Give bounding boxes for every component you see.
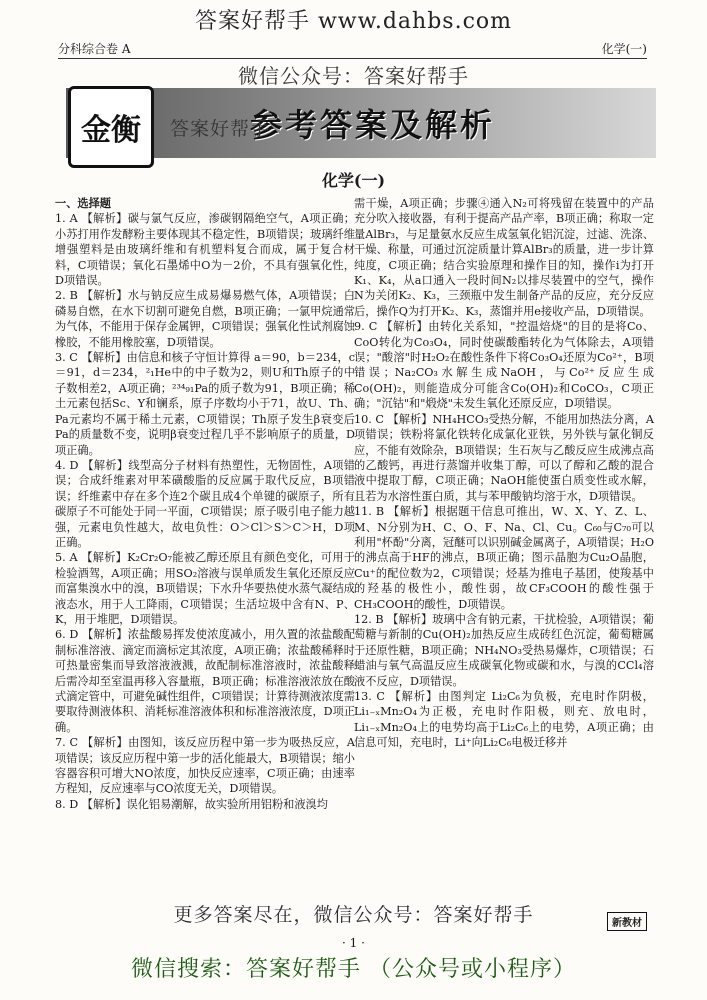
header-rule: [58, 58, 647, 59]
answer-paragraph: 7. C 【解析】由图知，该反应历程中第一步为吸热反应，A项错误；该反应历程中第一步的活化能最大，B项错误；缩小容器容积可增大NO浓度，加快反应速率，C项正确；由速率方程知，反应速率与CO浓度无关，D项错误。: [55, 736, 355, 796]
page-number: · 1 ·: [342, 936, 365, 950]
watermark-bottom-search: 微信搜索：答案好帮手 （公众号或小程序）: [131, 957, 576, 982]
answer-paragraph: 1. A 【解析】碳与氯气反应，渗碳钢隔绝空气，A项正确；小苏打用作发酵粉主要体现其不稳定性，B项错误；玻璃纤维增强塑料是由玻璃纤维和有机塑料复合而成，属于复合材料，C项错误；氧化石墨烯中O为－2价，不具有强氧化性，D项错误。: [55, 212, 355, 288]
edition-badge: 新教材: [607, 912, 647, 931]
answer-paragraph: 4. D 【解析】线型高分子材料有热塑性，无物固性，A项错误；合成纤维素对甲苯磺酸脂的反应属于取代反应，B项错误；纤维素中存在多个连2个碳且成4个单键的碳原子，所有碳原子不可能处于同一平面，C项错误；原子吸引电子能力越强，元素电负性越大，故电负性：O＞Cl＞S＞C＞H，D项正确。: [55, 458, 355, 549]
watermark-wechat: 微信公众号：答案好帮手: [238, 64, 469, 88]
section-heading: 一、选择题: [55, 196, 111, 210]
watermark-banner: 答案好帮手: [170, 118, 271, 140]
answer-paragraph: 2. B 【解析】水与钠反应生成易爆易燃气体，A项错误；白磷易自燃，在水下切割可避免自燃，B项正确；一氯甲烷通常为气体，不能用于保存金属钾，C项错误；强氧化性试剂腐蚀橡胶，不能用橡胶塞，D项错误。: [55, 289, 355, 349]
answer-paragraph: 10. C 【解析】NH₄HCO₃受热分解，不能用加热法分离，A项错误；铁粉将氯化铁转化成氯化亚铁，另外铁与氯化铜反应，不能有效除杂，B项错误；生石灰与乙酸反应生成沸点高的乙酸钙，再进行蒸馏并收集丁醇，可以了醇和乙酸的混合液中提取丁醇，C项正确；NaOH能使蛋白质变性或水解，且若为水溶性蛋白质，其与苯甲酸钠均溶于水，D项错误。: [354, 412, 654, 503]
left-column: [55, 196, 355, 812]
header-left: 分科综合卷 A: [58, 42, 131, 56]
answer-paragraph: 12. B 【解析】玻璃中含有钠元素，干扰检验，A项错误；葡萄糖与新制的Cu(OH)₂加热反应生成砖红色沉淀，葡萄糖属于还原性糖，B项正确；NH₄NO₃受热易爆炸，C项错误；石蜡油与氧气高温反应生成碳氧化物或碳和水，与溴的CCl₄溶液不反应，D项错误。: [354, 612, 654, 688]
answer-paragraph: 8. D 【解析】误化铝易潮解，故实验所用铝粉和液溴均: [55, 797, 328, 811]
watermark-bottom-more: 更多答案尽在，微信公众号：答案好帮手: [173, 904, 534, 926]
answer-paragraph: 5. A 【解析】K₂Cr₂O₇能被乙醇还原且有颜色变化，可用于检验酒驾，A项正确；用SO₂溶液与误单质发生氧化还原反应而富集溴水中的溴，B项错误；下水升华要热使水蒸气凝结成液态水，用于人工降雨，C项错误；生活垃圾中含有N、P、K，用于堆肥，D项错误。: [55, 551, 355, 626]
answer-paragraph: 9. C 【解析】由转化关系知，"控温焙烧"的目的是将Co、CoO转化为Co₃O₄，同时使碳酸酯转化为气体除去，A项错误；"酸溶"时H₂O₂在酸性条件下将Co₃O₄还原为Co²⁺，B项错误；Na₂CO₃水解生成NaOH，与Co²⁺反应生成Co(OH)₂，则能造成分可能含Co(OH)₂和CoCO₃，C项正确；"沉钴"和"煅烧"未发生氧化还原反应，D项错误。: [354, 320, 654, 411]
answer-paragraph: 3. C 【解析】由信息和核子守恒计算得 a＝90，b＝234，c＝91，d＝234，²₁He中的中子数为2，则U和Th原子的中子数相差2，A项正确；²³⁴₉₁Pa的质子数为91，B项正确；稀土元素包括Sc、Y和镧系，原子序数均小于71，故U、Th、Pa元素均不属于稀土元素，C项错误；Th原子发生β衰变后Pa的质量数不变，说明β衰变过程几乎不影响原子的质量，D项正确。: [55, 351, 355, 457]
right-column: [354, 196, 654, 751]
watermark-top: 答案好帮手 www.dahbs.com: [194, 9, 513, 34]
answer-paragraph: 13. C 【解析】由图判定 Li₂C₆为负极，充电时作阴极，Li₁₋ₓMn₂O₄为正极，充电时作阳极，则充、放电时，Li₁₋ₓMn₂O₄上的电势均高于Li₂C₆上的电势，A项正确；由信息可知，充电时，Li⁺向Li₂C₆电极迁移并: [354, 690, 654, 750]
subject-title: 化学(一): [321, 171, 386, 190]
header-right: 化学(一): [601, 42, 647, 56]
brand-logo: 金衡: [68, 86, 154, 168]
answer-paragraph: 11. B 【解析】根据题干信息可推出，W、X、Y、Z、L、M、N分别为H、C、O、F、Na、Cl、Cu。C₆₀与C₇₀可以利用"杯酚"分离，冠醚可以识别碱金属离子，A项错误；H₂O的沸点高于HF的沸点，B项正确；图示晶胞为Cu₂O晶胞，Cu⁺的配位数为2，C项错误；烃基为推电子基团，使羧基中的羟基的极性小，酸性弱，故CF₃COOH的酸性强于CH₃COOH的酸性，D项错误。: [354, 505, 654, 611]
banner-title: 参考答案及解析: [250, 106, 496, 144]
answer-paragraph: 需干燥，A项正确；步骤④通入N₂可将残留在装置中的产品充分吹入接收器，有利于提高产品产率，B项正确；称取一定量AlBr₃，与足量氨水反应生成氢氧化铝沉淀，过滤、洗涤、干燥、称量，可通过沉淀质量计算AlBr₃的质量，进一步计算纯度，C项正确；结合实验原理和操作目的知，操作ⅰ为打开K₁、K₄，从a口通入一段时间N₂以排尽装置中的空气，操作N为关闭K₂、K₃，三颈瓶中发生制备产品的反应，充分反应后，操作Q为打开K₂、K₃，蒸馏并用e接收产品，D项错误。: [354, 197, 654, 318]
answer-paragraph: 6. D 【解析】浓盐酸易挥发使浓度减小，用久置的浓盐酸配制标准溶液、滴定而滴标定其浓度，A项正确；浓盐酸稀释时可热量密集而导致溶液液溅，故配制标准溶液时，浓盐酸释后需冷却至室温再移入容量瓶，B项正确；标准溶液浓放在酸式滴定管中，可避免碱性组件，C项错误；计算待测液浓度需要取待测液体积、消耗标准溶液体积和标准溶液浓度，D项正确。: [55, 628, 355, 734]
